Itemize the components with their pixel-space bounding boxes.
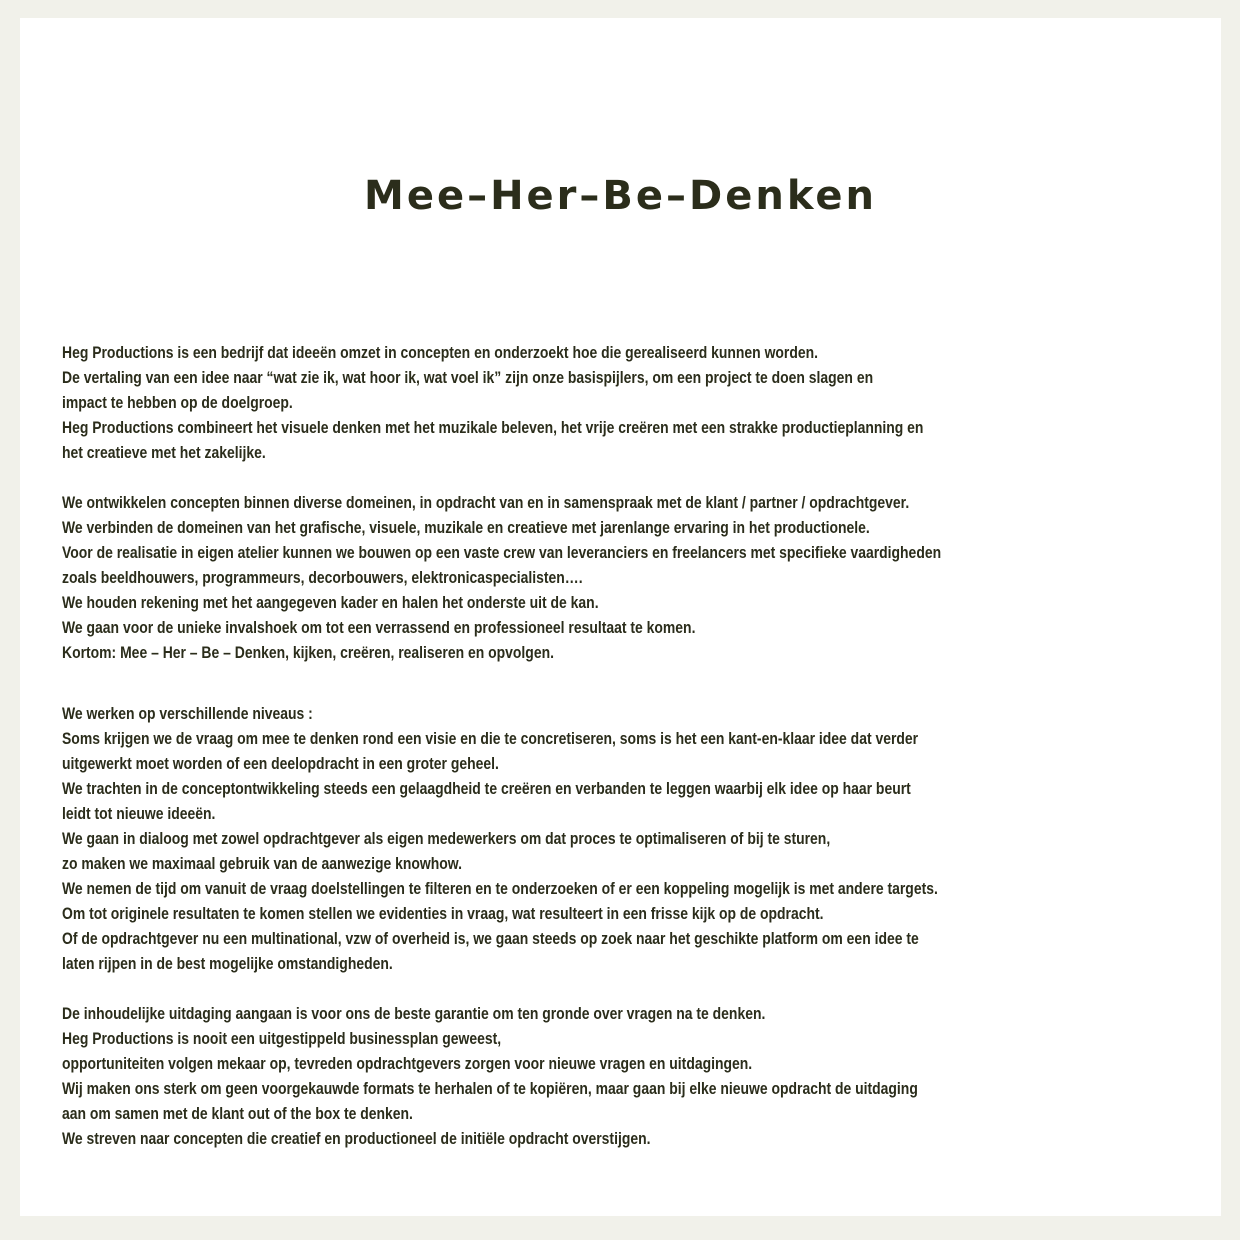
text-line: Heg Productions combineert het visuele denken met het muzikale beleven, het vrije creëren met een strakke productieplanning en xyxy=(62,418,924,437)
text-line: Soms krijgen we de vraag om mee te denken rond een visie en die te concretiseren, soms is het een kant-en-klaar idee dat verder xyxy=(62,729,919,748)
text-line: Heg Productions is nooit een uitgestippeld businessplan geweest, xyxy=(62,1029,502,1048)
text-line: het creatieve met het zakelijke. xyxy=(62,443,266,462)
text-line: laten rijpen in de best mogelijke omstandigheden. xyxy=(62,954,393,973)
page-title: Mee–Her–Be–Denken xyxy=(364,173,877,219)
text-line: opportuniteiten volgen mekaar op, tevreden opdrachtgevers zorgen voor nieuwe vragen en uitdagingen. xyxy=(62,1054,753,1073)
text-line: We gaan in dialoog met zowel opdrachtgever als eigen medewerkers om dat proces te optimaliseren of bij te sturen, xyxy=(62,829,831,848)
text-line: De inhoudelijke uitdaging aangaan is voor ons de beste garantie om ten gronde over vragen na te denken. xyxy=(62,1004,766,1023)
text-line: zo maken we maximaal gebruik van de aanwezige knowhow. xyxy=(62,854,463,873)
text-line: uitgewerkt moet worden of een deelopdracht in een groter geheel. xyxy=(62,754,499,773)
text-line: We ontwikkelen concepten binnen diverse domeinen, in opdracht van en in samenspraak met de klant / partner / opdrachtgever. xyxy=(62,493,910,512)
text-line: Wij maken ons sterk om geen voorgekauwde formats te herhalen of te kopiëren, maar gaan bij elke nieuwe opdracht de uitdaging xyxy=(62,1079,918,1098)
text-line: We verbinden de domeinen van het grafische, visuele, muzikale en creatieve met jarenlange ervaring in het productionele. xyxy=(62,518,870,537)
text-line: We werken op verschillende niveaus : xyxy=(62,704,313,723)
text-line: Of de opdrachtgever nu een multinational, vzw of overheid is, we gaan steeds op zoek naar het geschikte platform om een idee te xyxy=(62,929,919,948)
text-line: zoals beeldhouwers, programmeurs, decorbouwers, elektronicaspecialisten…. xyxy=(62,568,583,587)
text-line: aan om samen met de klant out of the box te denken. xyxy=(62,1104,413,1123)
paragraph-domains xyxy=(62,490,1005,665)
text-line: De vertaling van een idee naar “wat zie ik, wat hoor ik, wat voel ik” zijn onze basispijlers, om een project te doen slagen en xyxy=(62,368,874,387)
body-text xyxy=(62,340,1005,1151)
text-line: leidt tot nieuwe ideeën. xyxy=(62,804,216,823)
text-line: We gaan voor de unieke invalshoek om tot een verrassend en professioneel resultaat te komen. xyxy=(62,618,696,637)
text-line: impact te hebben op de doelgroep. xyxy=(62,393,293,412)
paragraph-challenge xyxy=(62,1001,1005,1151)
page xyxy=(20,18,1221,1216)
text-line: Kortom: Mee – Her – Be – Denken, kijken, creëren, realiseren en opvolgen. xyxy=(62,643,554,662)
text-line: We houden rekening met het aangegeven kader en halen het onderste uit de kan. xyxy=(62,593,599,612)
paragraph-intro xyxy=(62,340,1005,465)
text-line: We nemen de tijd om vanuit de vraag doelstellingen te filteren en te onderzoeken of er een koppeling mogelijk is met andere targets. xyxy=(62,879,938,898)
text-line: Voor de realisatie in eigen atelier kunnen we bouwen op een vaste crew van leveranciers en freelancers met specifieke vaardigheden xyxy=(62,543,942,562)
text-line: Om tot originele resultaten te komen stellen we evidenties in vraag, wat resulteert in een frisse kijk op de opdracht. xyxy=(62,904,824,923)
text-line: We streven naar concepten die creatief en productioneel de initiële opdracht overstijgen. xyxy=(62,1129,651,1148)
paragraph-levels xyxy=(62,701,1005,976)
text-line: Heg Productions is een bedrijf dat ideeën omzet in concepten en onderzoekt hoe die gerealiseerd kunnen worden. xyxy=(62,343,819,362)
text-line: We trachten in de conceptontwikkeling steeds een gelaagdheid te creëren en verbanden te leggen waarbij elk idee op haar beurt xyxy=(62,779,911,798)
